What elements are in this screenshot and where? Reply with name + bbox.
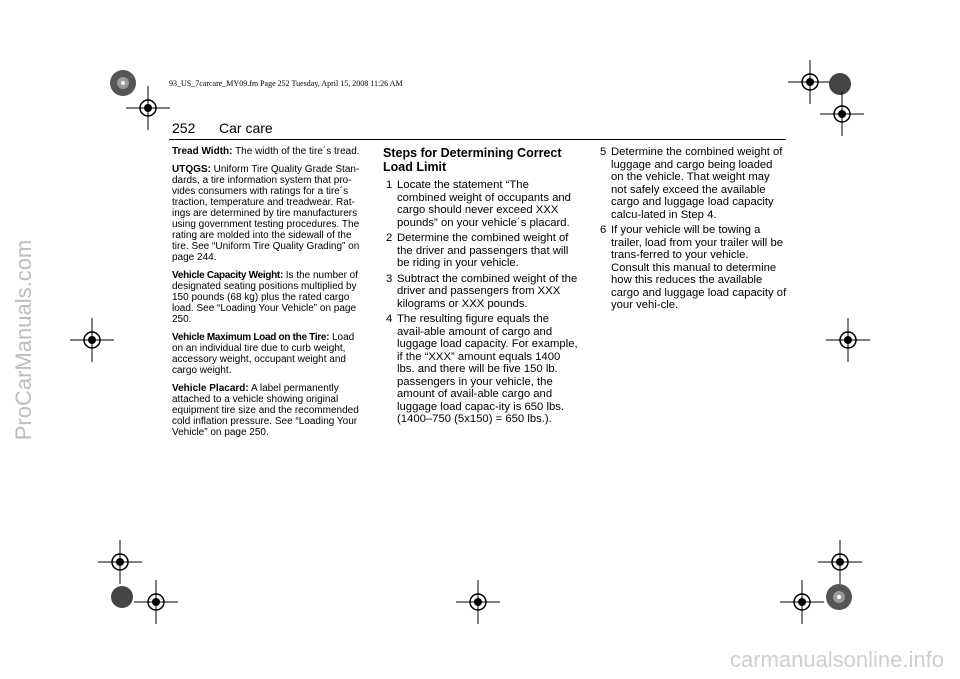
step-text: The resulting figure equals the avail-able amount of cargo and luggage load capacity. For example, if the “XXX” amount equals 1400 lbs. and there will be five 150 lb. passengers in your vehicle, the amount of avail-able cargo and luggage load capac-ity is 650 lbs. (1400–750 (5x150) = 650 lbs.). [397,313,578,425]
header-rule [169,139,786,140]
crosshair-mark-icon [98,540,142,584]
crosshair-mark-icon [818,540,862,584]
section-title: Car care [219,120,273,136]
step-item [383,232,579,270]
step-text: Determine the combined weight of the driver and passengers that will be riding in your vehicle. [397,232,569,269]
step-text: Locate the statement “The combined weight of occupants and cargo should never exceed XXX pounds” on your vehicle´s placard. [397,179,571,229]
step-number: 6 [600,224,607,236]
step-item [383,313,579,426]
crosshair-mark-icon [780,580,824,624]
watermark-text: ProCarManuals.com [11,239,36,441]
crosshair-mark-icon [456,580,500,624]
definition-tread-width [172,146,368,157]
step-number: 2 [386,232,393,244]
step-number: 3 [386,272,393,285]
step-text: Determine the combined weight of luggage and cargo being loaded on the vehicle. That weight may not safely exceed the available cargo and luggage load capacity calcu-lated in Step 4. [611,146,783,221]
crosshair-mark-icon [820,92,864,136]
step-number: 5 [600,146,607,158]
step-text: Subtract the combined weight of the driver and passengers from XXX kilograms or XXX pounds. [397,272,578,310]
step-item [383,179,579,229]
crosshair-mark-icon [134,580,178,624]
definitions-column [172,146,368,445]
step-item [597,146,787,221]
step-item [597,224,787,312]
registration-mark-icon [822,580,856,614]
crosshair-mark-icon [126,86,170,130]
definition-vehicle-placard [172,383,368,438]
term: UTQGS: [172,164,211,175]
bottom-watermark: carmanualsonline.info [729,647,944,672]
steps-list [383,179,579,426]
definition-utqgs [172,164,368,263]
step-text: If your vehicle will be towing a trailer, load from your trailer will be trans-ferred to your vehicle. Consult this manual to determine how this reduces the available cargo and luggage load capacity of your vehi-cle. [611,224,787,311]
definition-text: A label permanently attached to a vehicle showing original equipment tire size and the recommended cold inflation pressure. See “Loading Your Vehicle” on page 250. [172,383,359,438]
steps-list-continued [597,146,787,312]
definition-text: The width of the tire´s tread. [232,146,360,157]
definition-vehicle-capacity-weight [172,270,368,325]
page-number: 252 [172,120,196,136]
term: Vehicle Capacity Weight: [172,270,283,281]
term: Vehicle Placard: [172,383,249,394]
steps-heading: Steps for Determining Correct Load Limit [383,146,562,174]
steps-column-right [597,146,787,315]
crosshair-mark-icon [826,318,870,362]
definition-vehicle-maximum-load [172,332,368,376]
crosshair-mark-icon [70,318,114,362]
definition-text: Is the number of designated seating positions multiplied by 150 pounds (68 kg) plus the rated cargo load. See “Loading Your Vehicle” on page 250. [172,270,359,325]
file-info: 93_US_7carcare_MY09.fm Page 252 Tuesday, April 15, 2008 11:26 AM [169,79,403,88]
steps-column-left [383,146,579,429]
term: Tread Width: [172,146,233,157]
registration-mark-icon [108,583,136,611]
step-number: 4 [386,313,393,325]
term: Vehicle Maximum Load on the Tire: [172,332,330,343]
definition-text: Uniform Tire Quality Grade Stan-dards, a tire information system that pro-vides consumers with ratings for a tire´s traction, temperature and treadwear. Rat-ings are determined by tire manufacturers using government testing procedures. The rating are molded into the sidewall of the tire. See “Uniform Tire Quality Grading” on page 244. [172,164,360,263]
step-number: 1 [386,179,393,191]
definition-text: Load on an individual tire due to curb weight, accessory weight, occupant weight and cargo weight. [172,332,355,376]
step-item [383,273,579,311]
